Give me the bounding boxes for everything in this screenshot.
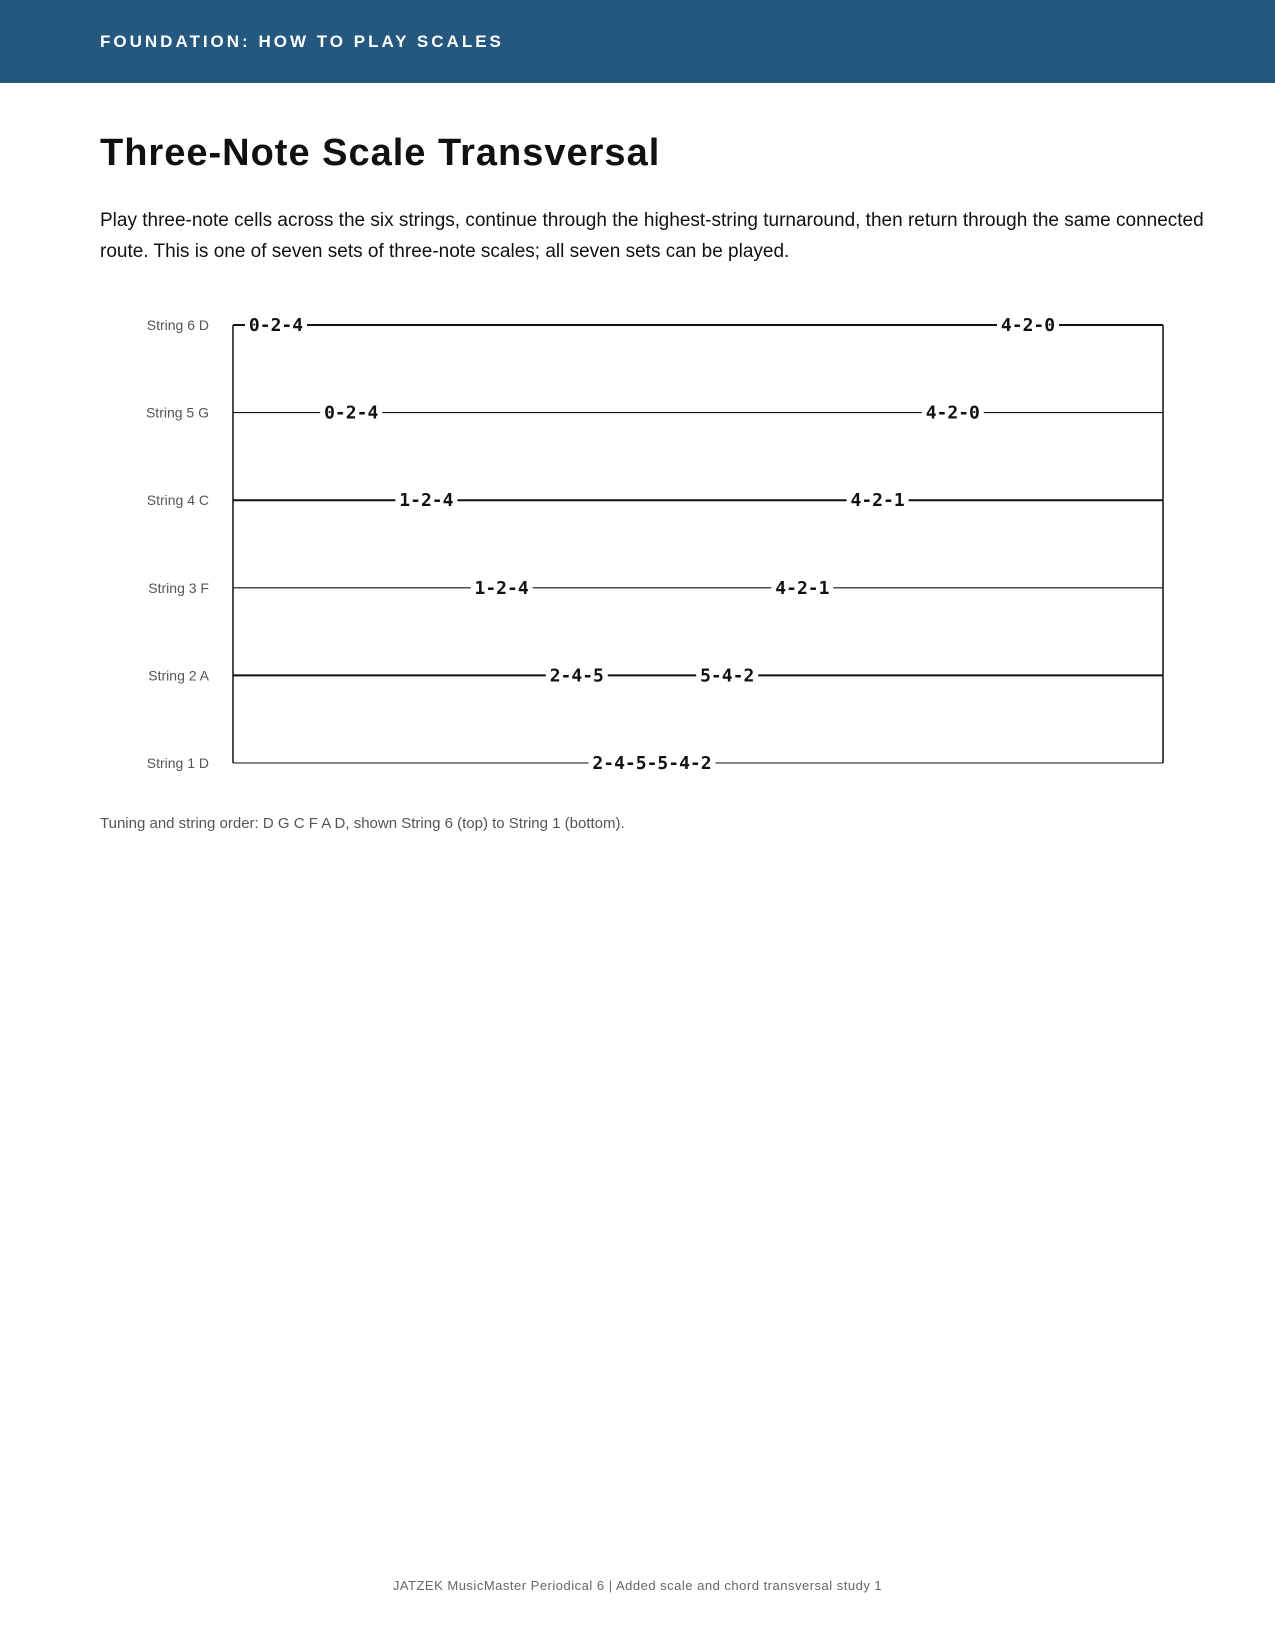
- fret-cell: 1-2-4: [474, 577, 529, 599]
- tuning-caption: Tuning and string order: D G C F A D, shown String 6 (top) to String 1 (bottom).: [100, 815, 625, 832]
- fret-cell: 4-2-0: [1000, 315, 1056, 336]
- intro-paragraph: Play three-note cells across the six strings, continue through the highest-string turnaround, then return through the same connected route. This is one of seven sets of three-note scales; all seven sets can be played.: [100, 210, 1204, 262]
- page-title: Three-Note Scale Transversal: [100, 132, 661, 174]
- tablature-svg: [100, 300, 1180, 780]
- string-label: String 1 D: [146, 755, 209, 771]
- fret-cell: 0-2-4: [324, 402, 379, 424]
- page-header: [0, 0, 1275, 83]
- fret-cell: 0-2-4: [248, 315, 304, 336]
- header-title: FOUNDATION: HOW TO PLAY SCALES: [100, 32, 504, 51]
- tab-string: [147, 751, 1163, 775]
- tab-string: [147, 488, 1163, 512]
- fret-cell: 2-4-5-5-4-2: [592, 753, 712, 774]
- fret-cell: 4-2-1: [775, 577, 830, 599]
- string-label: String 3 F: [148, 579, 209, 596]
- tab-string: [146, 401, 1163, 425]
- string-label: String 4 C: [146, 492, 209, 509]
- string-label: String 6 D: [146, 317, 209, 333]
- fret-cell: 1-2-4: [399, 490, 454, 512]
- tab-string: [147, 313, 1163, 337]
- fret-cell: 4-2-1: [850, 490, 905, 512]
- tab-string: [148, 576, 1163, 600]
- string-label: String 2 A: [148, 667, 209, 684]
- fret-cell: 2-4-5: [549, 665, 604, 687]
- page-footer: JATZEK MusicMaster Periodical 6 | Added scale and chord transversal study 1: [392, 1578, 883, 1593]
- string-label: String 5 G: [145, 404, 209, 421]
- fret-cell: 4-2-0: [925, 402, 980, 424]
- tablature: [100, 300, 1180, 785]
- tab-string: [148, 663, 1163, 687]
- fret-cell: 5-4-2: [700, 665, 755, 687]
